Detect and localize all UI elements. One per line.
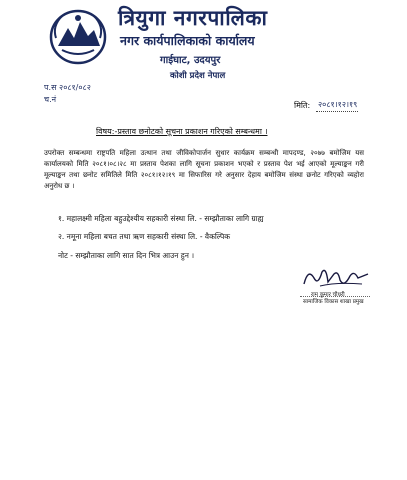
municipality-name: त्रियुगा नगरपालिका	[118, 6, 268, 30]
letter-note: नोट - सम्झौताका लागि सात दिन भित्र आउन हुन ।	[58, 251, 195, 260]
selected-organization-item: १. महालक्ष्मी महिला बहुउद्देश्यीय सहकारी संस्था लि. - सम्झौताका लागि ग्राह्य	[58, 214, 264, 223]
letter-body: उपरोक्त सम्बन्धमा राष्ट्रपति महिला उत्थान तथा जीविकोपार्जन सुधार कार्यक्रम सम्बन्धी मापदण्ड, २०७७ बमोजिम यस कार्यालयको मिति २०८१।०८।२८ मा प्रस्ताव पेशका लागि सूचना प्रकाशन भएको र प्रस्ताव पेश भई आएको मूल्याङ्कन गरी मूल्याङ्कन तथा छनोट समितिले मिति २०८१।१२।१९ मा सिफारिस गरे अनुसार देहाय बमोजिम संस्था छनोट गरिएको व्यहोरा अनुरोध छ ।	[44, 149, 364, 190]
signature-icon	[300, 264, 372, 292]
office-province: कोशी प्रदेश नेपाल	[170, 71, 226, 81]
office-name: नगर कार्यपालिकाको कार्यालय	[120, 33, 255, 48]
letter-number: प.स २०८१/०८२	[44, 83, 91, 92]
nepal-emblem-icon	[48, 8, 108, 66]
date-label: मिति:	[294, 101, 311, 110]
date-underline	[316, 111, 358, 112]
letter-subject: विषय:-प्रस्ताव छनोटको सूचना प्रकाशन गरिएको सम्बन्धमा ।	[96, 127, 268, 136]
date-value: २०८१।१२।१९	[318, 100, 358, 109]
dispatch-number: च.नं	[44, 95, 57, 104]
office-address: गाईघाट, उदयपुर	[160, 55, 221, 66]
alternate-organization-item: २. नमूना महिला बचत तथा ऋण सहकारी संस्था लि. - वैकल्पिक	[58, 232, 231, 241]
reference-block	[44, 82, 91, 106]
signatory-title: सामाजिक विकास शाखा प्रमुख	[303, 299, 364, 305]
signatory-name: राम कुमार चौधरी	[311, 292, 345, 298]
